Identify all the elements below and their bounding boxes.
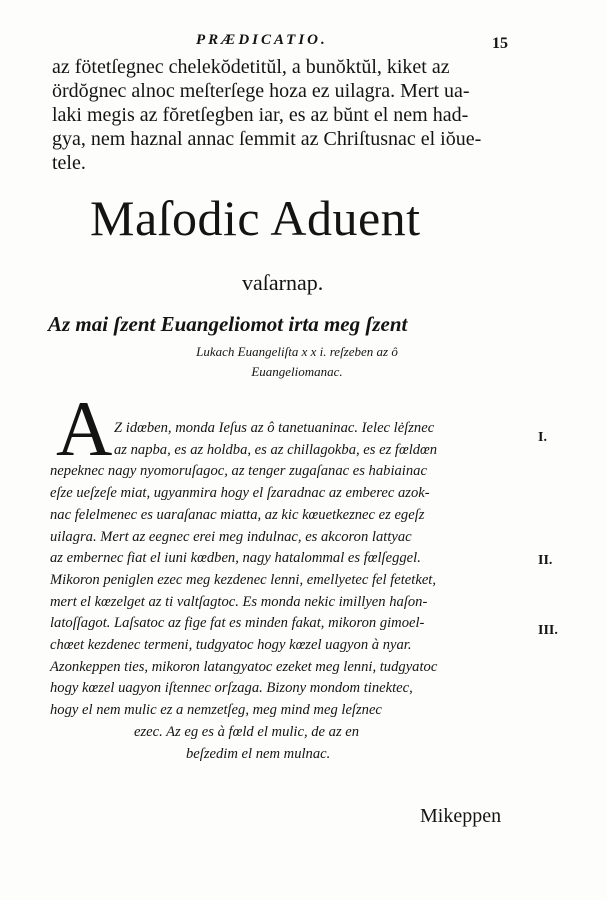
text-line: ezec. Az eg es à fœld el mulic, de az en: [134, 723, 360, 740]
text-line: latoſſagot. Laſsatoc az fige fat es minden fakat, mikoron gimoel-: [50, 615, 425, 632]
intro-line: tele.: [52, 152, 86, 174]
catchword: Mikeppen: [420, 805, 502, 827]
chapter-subtitle: vaſarnap.: [242, 270, 324, 295]
text-line: mert el kœzelget az ti valtſagtoc. Es monda nekic imillyen haſon-: [50, 593, 428, 610]
gospel-heading: Az mai ſzent Euangeliomot irta meg ſzent: [48, 312, 408, 336]
text-line: Mikoron peniglen ezec meg kezdenec lenni, emellyetec fel fetetket,: [50, 571, 437, 588]
intro-line: az fötetſegnec chelekŏdetitŭl, a bunŏktŭl, kiket az: [52, 56, 450, 78]
page-number: 15: [492, 35, 508, 52]
margin-note-3: III.: [538, 623, 558, 638]
intro-paragraph: [52, 55, 522, 175]
gospel-reference: [132, 342, 462, 382]
text-line: Azonkeppen ties, mikoron latangyatoc ezeket meg lenni, tudgyatoc: [50, 658, 438, 675]
running-title: PRÆDICATIO.: [196, 32, 328, 48]
text-line: eſze ueſzeſe miat, ugyanmira hogy el ſzaradnac az emberec azok-: [50, 485, 430, 502]
intro-line: ördŏgnec alnoc meſterſege hoza ez uilagra. Mert ua-: [52, 80, 470, 102]
margin-note-1: I.: [538, 430, 547, 445]
gospel-text: [50, 418, 518, 765]
intro-line: laki megis az fŏretſegben iar, es az bŭnt el nem had-: [52, 104, 469, 126]
margin-note-2: II.: [538, 553, 553, 568]
text-line: az embernec fiat el iuni kœdben, nagy hatalommal es fœlſeggel.: [50, 550, 421, 567]
text-line: nepeknec nagy nyomoruſagoc, az tenger zugaſanac es habiainac: [50, 463, 427, 480]
text-line: beſzedim el nem mulnac.: [186, 745, 331, 762]
chapter-title: Maſodic Aduent: [90, 190, 421, 246]
text-line: Z idœben, monda Ieſus az ô tanetuaninac. Ielec lėſznec: [114, 420, 435, 436]
drop-cap-letter: A: [56, 385, 113, 472]
text-line: hogy el nem mulic ez a nemzetſeg, meg mind meg leſznec: [50, 702, 382, 719]
gospel-reference-line: Euangeliomanac.: [251, 364, 343, 379]
text-line: nac felelmenec es uaraſanac miatta, az kic kœuetkeznec ez egeſz: [50, 506, 425, 523]
intro-line: gya, nem haznal annac ſemmit az Chriſtusnac el iŏue-: [52, 128, 482, 150]
text-line: az napba, es az holdba, es az chillagokba, es ez fœldœn: [114, 441, 438, 458]
text-line: uilagra. Mert az eegnec erei meg indulnac, es akcoron lattyac: [50, 528, 412, 545]
gospel-reference-line: Lukach Euangeliſta x x i. reſzeben az ô: [196, 344, 398, 359]
text-line: chœet kezdenec termeni, tudgyatoc hogy kœzel uagyon à nyar.: [50, 637, 412, 654]
text-line: hogy kœzel uagyon iſtennec orſzaga. Bizony mondom tinektec,: [50, 680, 413, 697]
